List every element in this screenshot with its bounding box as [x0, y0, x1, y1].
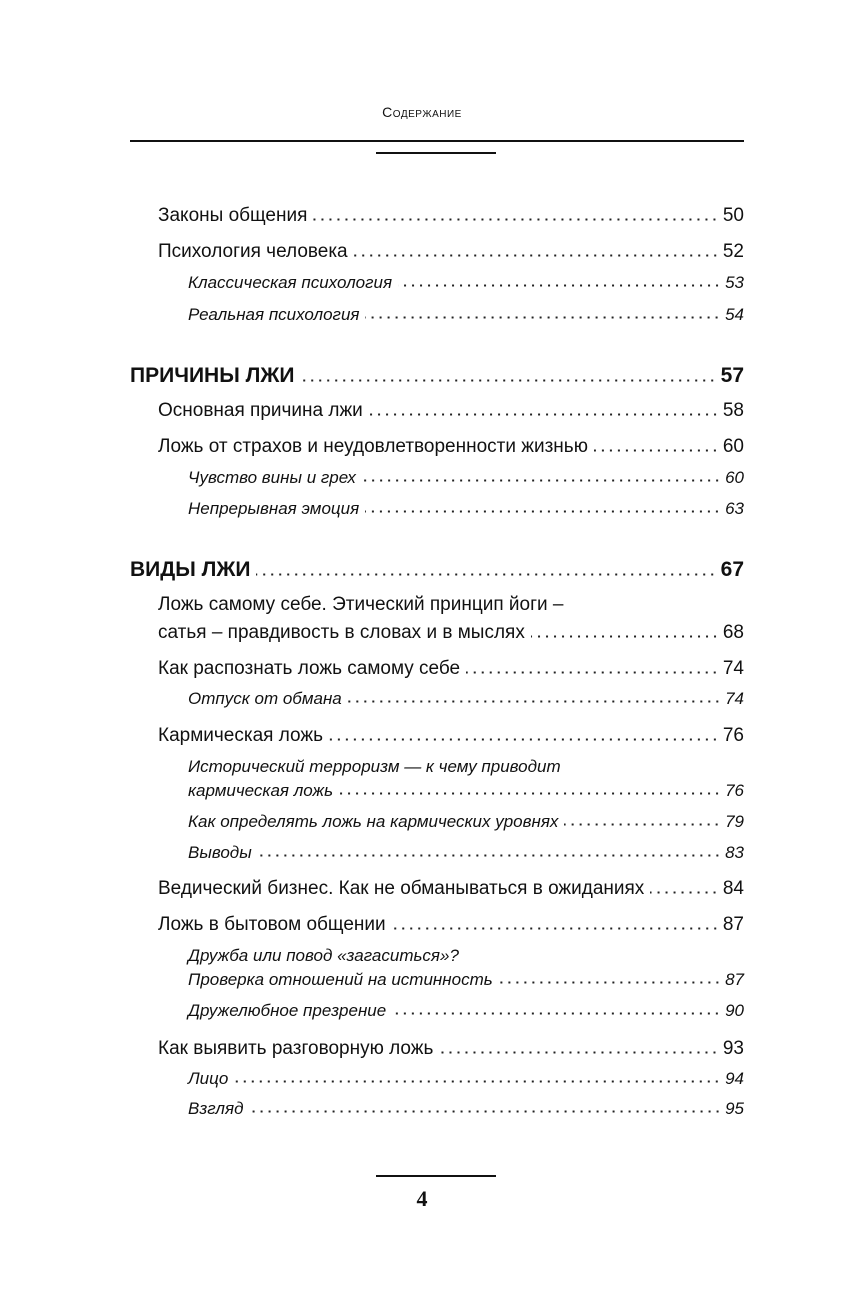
toc-entry[interactable]	[158, 437, 744, 456]
dot-leader	[313, 218, 718, 221]
dot-leader	[256, 573, 716, 576]
toc-subentry[interactable]	[188, 813, 744, 830]
toc-entry-title: Отпуск от обмана	[188, 689, 342, 708]
dot-leader	[369, 413, 719, 416]
dot-leader	[392, 1012, 721, 1015]
dot-leader	[234, 1080, 721, 1083]
toc-entry-title: Ведический бизнес. Как не обманываться в ожиданиях	[158, 878, 645, 899]
toc-entry-title: Лицо	[188, 1069, 229, 1088]
toc-entry-page: 60	[722, 436, 744, 457]
toc-entry-page: 74	[722, 658, 744, 679]
dot-leader	[650, 891, 719, 894]
toc-entry-page: 67	[720, 558, 744, 581]
toc-entry[interactable]	[158, 401, 744, 420]
dot-leader	[362, 479, 721, 482]
toc-entry-page: 60	[725, 468, 744, 487]
toc-entry-title: Ложь от страхов и неудовлетворенности жизнью	[158, 436, 588, 457]
toc-entry-title: Основная причина лжи	[158, 400, 363, 421]
toc-entry-title: Дружелюбное презрение	[188, 1001, 387, 1020]
page-number: 4	[416, 1186, 428, 1211]
toc-entry-page: 87	[725, 970, 744, 989]
toc-entry-title: Взгляд	[188, 1099, 244, 1118]
toc-subentry[interactable]	[188, 306, 744, 323]
toc-entry-title: Реальная психология	[188, 305, 360, 324]
dot-leader	[365, 316, 721, 319]
toc-entry-title: Как распознать ложь самому себе	[158, 658, 461, 679]
toc-subentry[interactable]	[188, 1002, 744, 1019]
dot-leader	[564, 823, 721, 826]
toc-entry[interactable]	[158, 659, 744, 678]
running-header: Содержание	[382, 104, 462, 120]
toc-entry[interactable]	[158, 206, 744, 225]
toc-subentry[interactable]	[188, 690, 744, 707]
toc-entry-page: 84	[722, 878, 744, 899]
toc-subentry-title-line1[interactable]: Исторический терроризм — к чему приводит	[188, 757, 561, 776]
toc-subentry[interactable]	[188, 1100, 744, 1117]
toc-entry-title: Выводы	[188, 843, 252, 862]
toc-entry-page: 83	[725, 843, 744, 862]
toc-entry-page: 76	[722, 725, 744, 746]
dot-leader	[392, 927, 719, 930]
toc-entry-page: 57	[720, 364, 744, 387]
toc-entry-page: 68	[722, 622, 744, 643]
header-short-rule	[376, 152, 496, 154]
toc-entry[interactable]	[158, 915, 744, 934]
toc-chapter[interactable]	[130, 559, 744, 580]
toc-entry-page: 90	[725, 1001, 744, 1020]
toc-subentry-title-line1[interactable]: Дружба или повод «загаситься»?	[188, 946, 459, 965]
toc-entry-title: Кармическая ложь	[158, 725, 323, 746]
toc-entry-title: Ложь в бытовом общении	[158, 914, 386, 935]
toc-entry-title: Психология человека	[158, 241, 348, 262]
toc-entry-page: 87	[722, 914, 744, 935]
toc-subentry-title-line2: Проверка отношений на истинность	[188, 970, 493, 989]
toc-entry[interactable]	[158, 242, 744, 261]
dot-leader	[439, 1051, 718, 1054]
toc-subentry[interactable]	[188, 274, 744, 291]
toc-entry-page: 63	[725, 499, 744, 518]
toc-entry-title: Как выявить разговорную ложь	[158, 1038, 434, 1059]
dot-leader	[499, 981, 721, 984]
toc-entry-page: 58	[722, 400, 744, 421]
dot-leader	[250, 1110, 722, 1113]
toc-entry-title: Классическая психология	[188, 273, 393, 292]
dot-leader	[354, 254, 719, 257]
toc-subentry[interactable]	[188, 500, 744, 517]
toc-entry-title: Как определять ложь на кармических уровнях	[188, 812, 559, 831]
toc-entry-page: 54	[725, 305, 744, 324]
toc-chapter-title: ПРИЧИНЫ ЛЖИ	[130, 364, 295, 387]
toc-entry[interactable]	[158, 623, 744, 642]
toc-subentry[interactable]	[188, 469, 744, 486]
dot-leader	[531, 635, 719, 638]
toc-entry[interactable]	[158, 879, 744, 898]
toc-entry-title-line1[interactable]: Ложь самому себе. Этический принцип йоги –	[158, 594, 564, 615]
toc-subentry[interactable]	[188, 971, 744, 988]
dot-leader	[329, 738, 719, 741]
footer-rule	[376, 1175, 496, 1177]
toc-subentry-title-line2: кармическая ложь	[188, 781, 334, 800]
toc-entry-page: 50	[722, 205, 744, 226]
dot-leader	[258, 854, 721, 857]
toc-entry-page: 94	[725, 1069, 744, 1088]
toc-entry-page: 95	[725, 1099, 744, 1118]
toc-entry-page: 53	[725, 273, 744, 292]
header-rule	[130, 140, 744, 142]
toc-entry-title-line2: сатья – правдивость в словах и в мыслях	[158, 622, 525, 643]
dot-leader	[466, 671, 719, 674]
toc-entry-page: 52	[722, 241, 744, 262]
toc-entry-page: 74	[725, 689, 744, 708]
dot-leader	[348, 700, 721, 703]
dot-leader	[339, 792, 721, 795]
toc-chapter[interactable]	[130, 365, 744, 386]
toc-chapter-title: ВИДЫ ЛЖИ	[130, 558, 251, 581]
toc-subentry[interactable]	[188, 782, 744, 799]
dot-leader	[365, 510, 721, 513]
toc-entry-page: 76	[725, 781, 744, 800]
dot-leader	[300, 379, 716, 382]
toc-entry[interactable]	[158, 1039, 744, 1058]
toc-entry-title: Чувство вины и грех	[188, 468, 356, 487]
dot-leader	[594, 449, 719, 452]
toc-subentry[interactable]	[188, 1070, 744, 1087]
toc-entry[interactable]	[158, 726, 744, 745]
toc-subentry[interactable]	[188, 844, 744, 861]
toc-entry-title: Непрерывная эмоция	[188, 499, 360, 518]
dot-leader	[398, 284, 721, 287]
toc-entry-page: 79	[725, 812, 744, 831]
toc-entry-page: 93	[722, 1038, 744, 1059]
toc-entry-title: Законы общения	[158, 205, 308, 226]
